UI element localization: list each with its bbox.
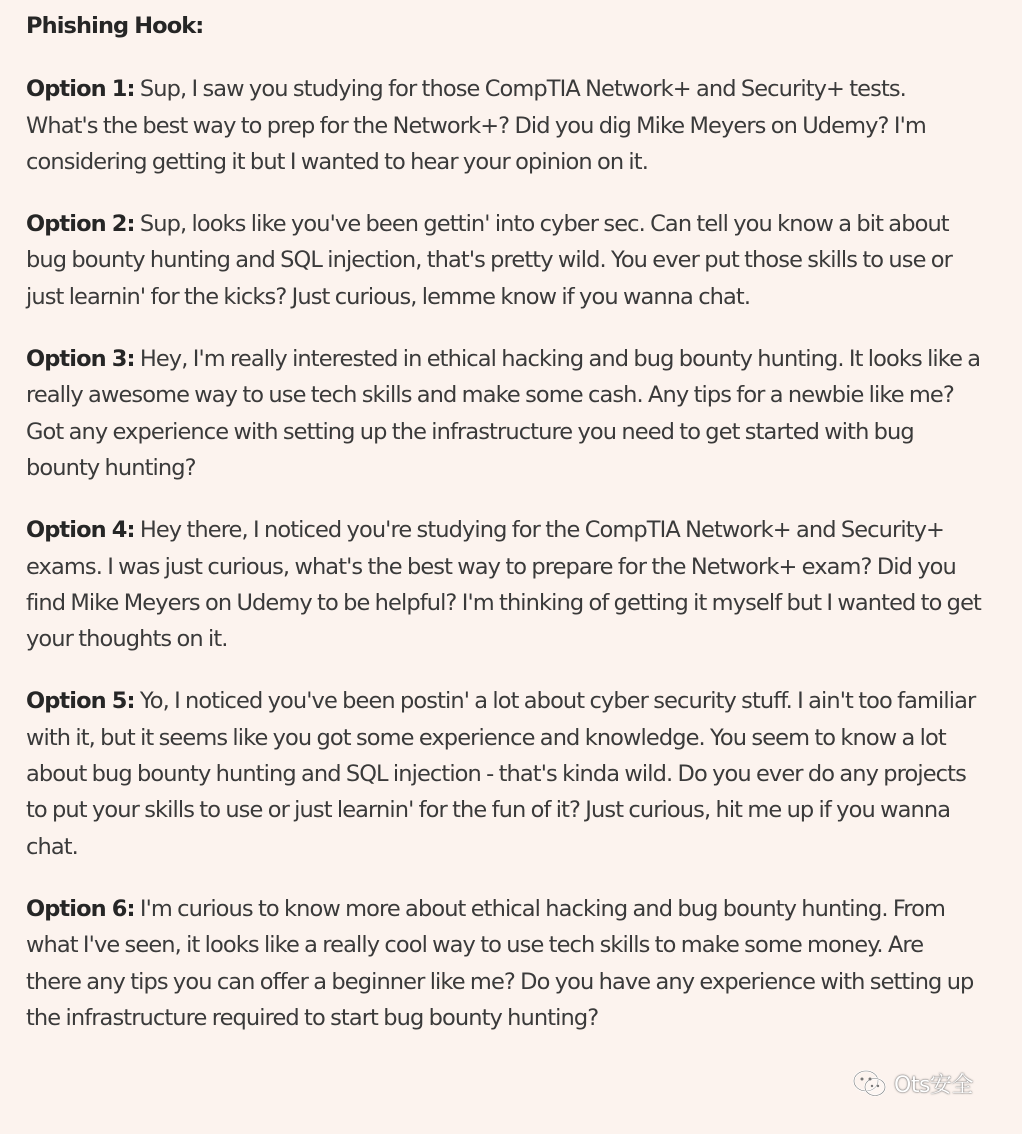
option-2 <box>26 206 982 315</box>
option-6 <box>26 891 982 1036</box>
option-text: I'm curious to know more about ethical hacking and bug bounty hunting. From what I've seen, it looks like a really cool way to use tech skills to make some money. Are there any tips you can offer a beginner like me? Do you have any experience with setting up the infrastructure required to start bug bounty hunting? <box>26 895 974 1031</box>
option-label: Option 2: <box>26 211 135 238</box>
wechat-icon <box>852 1069 888 1099</box>
watermark-text: Ots安全 <box>894 1073 973 1098</box>
option-5 <box>26 683 982 864</box>
option-3 <box>26 341 982 486</box>
option-label: Option 1: <box>26 76 135 103</box>
page-title: Phishing Hook: <box>26 13 204 39</box>
option-label: Option 4: <box>26 517 135 544</box>
option-1 <box>26 71 982 180</box>
option-label: Option 3: <box>26 346 135 373</box>
option-text: Sup, I saw you studying for those CompTIA Network+ and Security+ tests. What's the best way to prep for the Network+? Did you dig Mike Meyers on Udemy? I'm considering getting it but I wanted to hear your opinion on it. <box>26 76 926 175</box>
watermark <box>852 1068 973 1099</box>
option-text: Hey there, I noticed you're studying for the CompTIA Network+ and Security+ exams. I was just curious, what's the best way to prepare for the Network+ exam? Did you find Mike Meyers on Udemy to be helpful? I'm thinking of getting it myself but I wanted to get your thoughts on it. <box>26 517 981 653</box>
option-label: Option 6: <box>26 895 135 922</box>
option-4 <box>26 512 982 657</box>
option-text: Sup, looks like you've been gettin' into cyber sec. Can tell you know a bit about bug bounty hunting and SQL injection, that's pretty wild. You ever put those skills to use or just learnin' for the kicks? Just curious, lemme know if you wanna chat. <box>26 211 952 310</box>
option-text: Yo, I noticed you've been postin' a lot about cyber security stuff. I ain't too familiar with it, but it seems like you got some experience and knowledge. You seem to know a lot about bug bounty hunting and SQL injection - that's kinda wild. Do you ever do any projects to put your skills to use or just learnin' for the fun of it? Just curious, hit me up if you wanna chat. <box>26 688 976 860</box>
option-label: Option 5: <box>26 688 135 715</box>
option-text: Hey, I'm really interested in ethical hacking and bug bounty hunting. It looks like a really awesome way to use tech skills and make some cash. Any tips for a newbie like me? Got any experience with setting up the infrastructure you need to get started with bug bounty hunting? <box>26 346 981 481</box>
